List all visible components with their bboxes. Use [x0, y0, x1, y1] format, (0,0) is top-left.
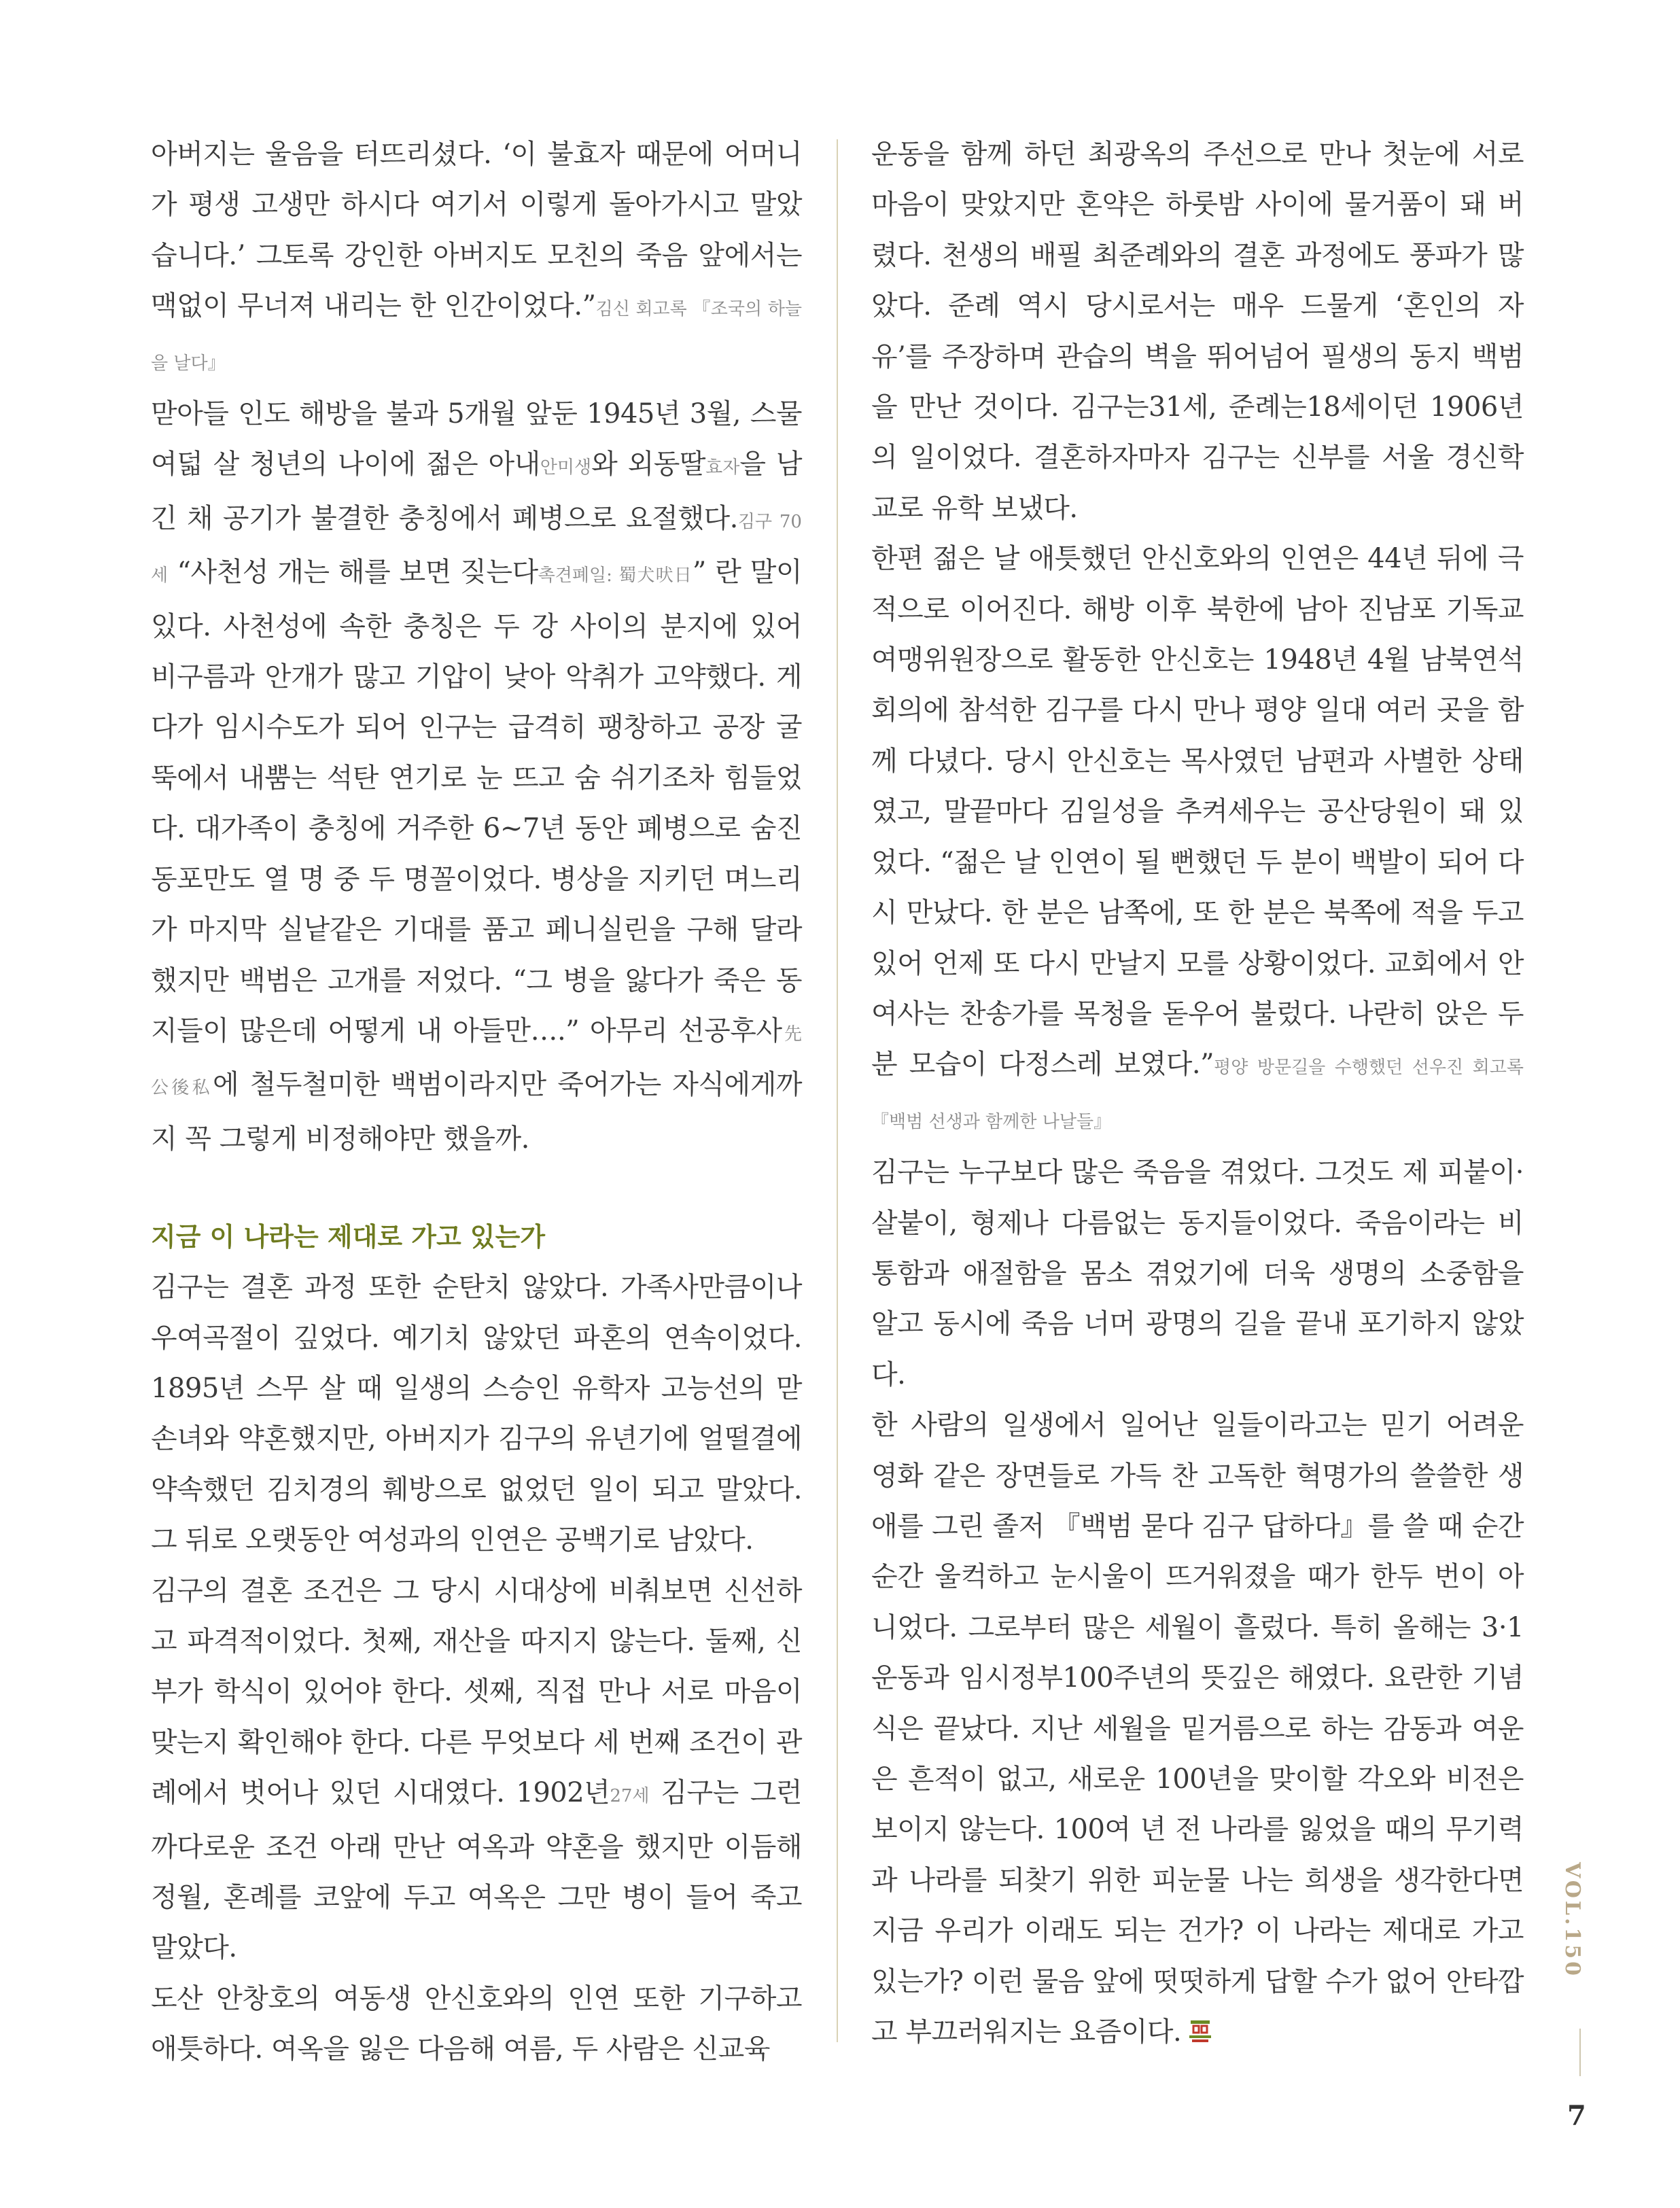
annotation: 안미생	[540, 457, 592, 478]
paragraph: 도산 안창호의 여동생 안신호와의 인연 또한 기구하고 애틋하다. 여옥을 잃은 다음해 여름, 두 사람은 신교육	[151, 1982, 802, 2065]
right-column	[871, 129, 1524, 2057]
paragraph: 한 사람의 일생에서 일어난 일들이라고는 믿기 어려운 영화 같은 장면들로 가득 찬 고독한 혁명가의 쓸쓸한 생애를 그린 졸저 『백범 묻다 김구 답하다』를 쓸 때 순간순간 울컥하고 눈시울이 뜨거워졌을 때가 한두 번이 아니었다. 그로부터 많은 세월이 흘렀다. 특히 올해는 3·1운동과 임시정부100주년의 뜻깊은 해였다. 요란한 기념식은 끝났다. 지난 세월을 밑거름으로 하는 감동과 여운은 흔적이 없고, 새로운 100년을 맞이할 각오와 비전은 보이지 않는다. 100여 년 전 나라를 잃었을 때의 무기력과 나라를 되찾기 위한 피눈물 나는 희생을 생각한다면 지금 우리가 이래도 되는 건가? 이 나라는 제대로 가고 있는가? 이런 물음 앞에 떳떳하게 답할 수가 없어 안타깝고 부끄러워지는 요즘이다.	[871, 1409, 1524, 2048]
volume-text: VOL.150	[1560, 1862, 1584, 1979]
paragraph: 맏아들 인도 해방을 불과 5개월 앞둔 1945년 3월, 스물여덟 살 청년의 나이에 젊은 아내안미생와 외동딸효자을 남긴 채 공기가 불결한 충칭에서 폐병으로 요절했다.김구 70세 “사천성 개는 해를 보면 짖는다촉견폐일: 蜀犬吠日” 란 말이 있다. 사천성에 속한 충칭은 두 강 사이의 분지에 있어 비구름과 안개가 많고 기압이 낮아 악취가 고약했다. 게다가 임시수도가 되어 인구는 급격히 팽창하고 공장 굴뚝에서 내뿜는 석탄 연기로 눈 뜨고 숨 쉬기조차 힘들었다. 대가족이 충칭에 거주한 6~7년 동안 폐병으로 숨진 동포만도 열 명 중 두 명꼴이었다. 병상을 지키던 며느리가 마지막 실낱같은 기대를 품고 페니실린을 구해 달라 했지만 백범은 고개를 저었다. “그 병을 앓다가 죽은 동지들이 많은데 어떻게 내 아들만….” 아무리 선공후사先公後私에 철두철미한 백범이라지만 죽어가는 자식에게까지 꼭 그렇게 비정해야만 했을까.	[151, 398, 802, 1155]
paragraph: 김구는 누구보다 많은 죽음을 겪었다. 그것도 제 피붙이·살붙이, 형제나 다름없는 동지들이었다. 죽음이라는 비통함과 애절함을 몸소 겪었기에 더욱 생명의 소중함을 알고 동시에 죽음 너머 광명의 길을 끝내 포기하지 않았다.	[871, 1157, 1524, 1390]
paragraph: 김구는 결혼 과정 또한 순탄치 않았다. 가족사만큼이나 우여곡절이 깊었다. 예기치 않았던 파혼의 연속이었다. 1895년 스무 살 때 일생의 스승인 유학자 고능선의 맏손녀와 약혼했지만, 아버지가 김구의 유년기에 얼떨결에 약속했던 김치경의 훼방으로 없었던 일이 되고 말았다. 그 뒤로 오랫동안 여성과의 인연은 공백기로 남았다.	[151, 1272, 802, 1556]
paragraph: 김구의 결혼 조건은 그 당시 시대상에 비춰보면 신선하고 파격적이었다. 첫째, 재산을 따지지 않는다. 둘째, 신부가 학식이 있어야 한다. 셋째, 직접 만나 서로 마음이 맞는지 확인해야 한다. 다른 무엇보다 세 번째 조건이 관례에서 벗어나 있던 시대였다. 1902년27세 김구는 그런 까다로운 조건 아래 만난 여옥과 약혼을 했지만 이듬해 정월, 혼례를 코앞에 두고 여옥은 그만 병이 들어 죽고 말았다.	[151, 1575, 802, 1964]
page-number: 7	[1567, 2100, 1586, 2132]
end-mark-icon	[1188, 2019, 1212, 2044]
section-heading: 지금 이 나라는 제대로 가고 있는가	[151, 1222, 546, 1252]
volume-label	[1560, 1862, 1601, 2018]
paragraph: 한편 젊은 날 애틋했던 안신호와의 인연은 44년 뒤에 극적으로 이어진다. 해방 이후 북한에 남아 진남포 기독교여맹위원장으로 활동한 안신호는 1948년 4월 남북연석회의에 참석한 김구를 다시 만나 평양 일대 여러 곳을 함께 다녔다. 당시 안신호는 목사였던 남편과 사별한 상태였고, 말끝마다 김일성을 추켜세우는 공산당원이 돼 있었다. “젊은 날 인연이 될 뻔했던 두 분이 백발이 되어 다시 만났다. 한 분은 남쪽에, 또 한 분은 북쪽에 적을 두고 있어 언제 또 다시 만날지 모를 상황이었다. 교회에서 안 여사는 찬송가를 목청을 돋우어 불렀다. 나란히 앉은 두 분 모습이 다정스레 보였다.”평양 방문길을 수행했던 선우진 회고록 『백범 선생과 함께한 나날들』	[871, 543, 1524, 1132]
paragraph: 아버지는 울음을 터뜨리셨다. ‘이 불효자 때문에 어머니가 평생 고생만 하시다 여기서 이렇게 돌아가시고 말았습니다.’ 그토록 강인한 아버지도 모친의 죽음 앞에서는 맥없이 무너져 내리는 한 인간이었다.”김신 회고록 『조국의 하늘을 날다』	[151, 139, 802, 374]
source-note: 김신 회고록 『조국의 하늘을 날다』	[151, 299, 802, 374]
source-note: 평양 방문길을 수행했던 선우진 회고록 『백범 선생과 함께한 나날들』	[871, 1057, 1524, 1132]
annotation: 촉견폐일: 蜀犬吠日	[538, 565, 693, 586]
paragraph: 운동을 함께 하던 최광옥의 주선으로 만나 첫눈에 서로 마음이 맞았지만 혼약은 하룻밤 사이에 물거품이 돼 버렸다. 천생의 배필 최준례와의 결혼 과정에도 풍파가 많았다. 준례 역시 당시로서는 매우 드물게 ‘혼인의 자유’를 주장하며 관습의 벽을 뛰어넘어 필생의 동지 백범을 만난 것이다. 김구는31세, 준례는18세이던 1906년의 일이었다. 결혼하자마자 김구는 신부를 서울 경신학교로 유학 보냈다.	[871, 139, 1524, 524]
volume-rule	[1579, 2029, 1581, 2076]
column-divider	[837, 139, 838, 2042]
left-column	[151, 129, 802, 2075]
annotation: 효자	[705, 457, 740, 478]
annotation: 27세	[610, 1786, 650, 1807]
annotation: 김구 70세	[151, 511, 802, 586]
annotation: 先公後私	[151, 1023, 802, 1099]
